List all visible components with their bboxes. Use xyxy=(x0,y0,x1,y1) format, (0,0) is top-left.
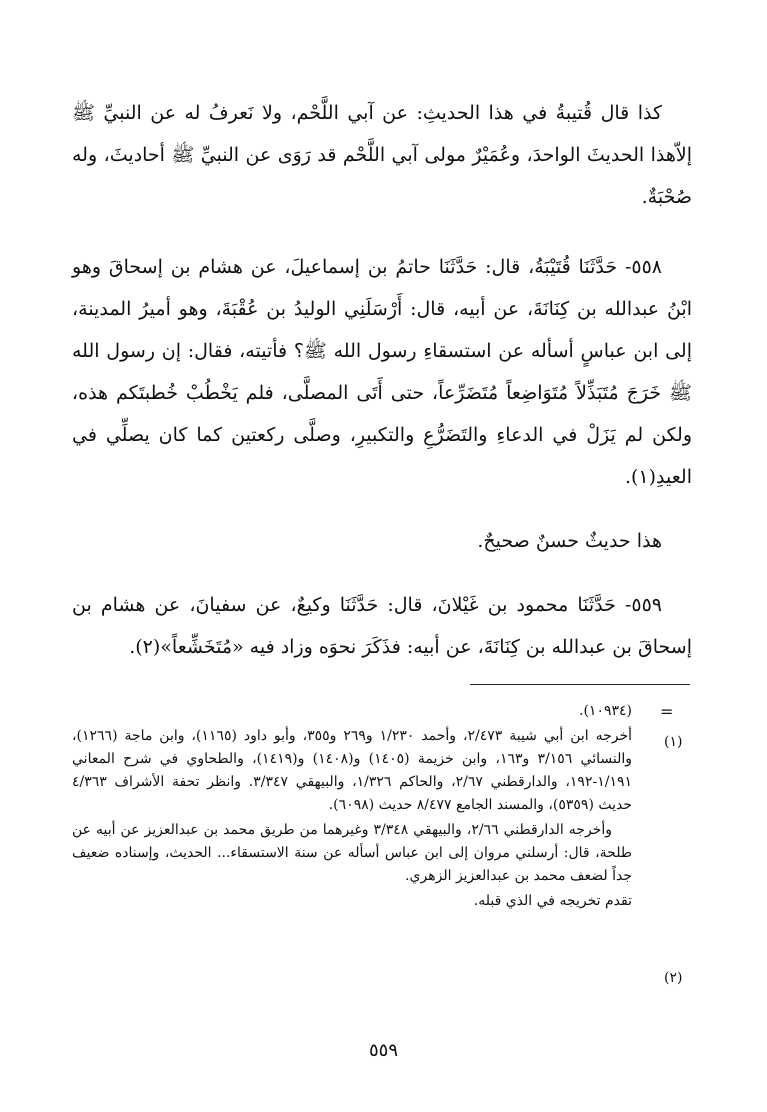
footnotes xyxy=(72,700,683,986)
footnote-divider xyxy=(470,684,690,685)
hadith-559: ٥٥٩- حَدَّثَنَا محمود بن غَيْلانَ، قال: حَدَّثَنَا وكيعٌ، عن سفيانَ، عن هشام بن إسحاقَ بن عبدالله بن كِنَانَةَ، عن أبيه: فذَكَرَ نحوَه وزاد فيه «مُتَخَشِّعاً»(٢). xyxy=(72,594,692,658)
footnote-2: تقدم تخريجه في الذي قبله. xyxy=(473,893,632,909)
page-number: ٥٥٩ xyxy=(368,1040,398,1061)
footnote-1-label: (١) xyxy=(664,734,683,750)
footnote-1: أخرجه ابن أبي شيبة ٢/٤٧٣، وأحمد ١/٢٣٠ و٢٦٩ و٣٥٥، وأبو داود (١١٦٥)، وابن ماجة (١٢٦٦)، والنسائي ٣/١٥٦ و١٦٣، وابن خزيمة (١٤٠٥) و(١٤٠٨) و(١٤١٩)، والطحاوي في شرح المعاني ١/١٩١-١٩٢، والدارقطني ٢/٦٧، والحاكم ١/٣٢٦، والبيهقي ٣/٣٤٧. وانظر تحفة الأشراف ٤/٣٦٣ حديث (٥٣٥٩)، والمسند الجامع ٨/٤٧٧ حديث (٦٠٩٨). xyxy=(72,728,632,813)
main-text xyxy=(72,92,692,668)
grading-note: هذا حديثٌ حسنٌ صحيحٌ. xyxy=(477,530,662,552)
footnote-carry: (١٠٩٣٤). xyxy=(579,703,632,719)
continuation-marker: = xyxy=(660,702,674,721)
footnote-1-continued: وأخرجه الدارقطني ٢/٦٦، والبيهقي ٣/٣٤٨ وغيرهما من طريق محمد بن عبدالعزيز عن أبيه عن طلحة، قال: أرسلني مروان إلى ابن عباس أسأله عن سنة الاستسقاء... الحديث، وإسناده ضعيف جداً لضعف محمد بن عبدالعزيز الزهري. xyxy=(72,822,632,884)
paragraph-1: كذا قال قُتيبةُ في هذا الحديثِ: عن آبي اللَّحْم، ولا نَعرفُ له عن النبيِّ ﷺ إلاّهذا الحديثَ الواحدَ، وعُمَيْرٌ مولى آبي اللَّحْم قد رَوَى عن النبيِّ ﷺ أحاديثَ، وله صُحْبَةٌ. xyxy=(72,102,692,208)
footnote-2-label: (٢) xyxy=(664,970,683,986)
hadith-558: ٥٥٨- حَدَّثَنَا قُتَيْبَةُ، قال: حَدَّثَنَا حاتمُ بن إسماعيلَ، عن هشام بن إسحاقَ وهو ابْنُ عبدالله بن كِنَانَةَ، عن أبيه، قال: أَرْسَلَنِي الوليدُ بن عُقْبَةَ، وهو أميرُ المدينة، إلى ابن عباسٍ أسأله عن استسقاءِ رسول الله ﷺ؟ فأتيته، فقال: إن رسول الله ﷺ خَرَجَ مُتَبَذِّلاً مُتَوَاضِعاً مُتَضَرِّعاً، حتى أَتَى المصلَّى، فلم يَخْطُبْ خُطبتَكم هذه، ولكن لم يَزَلْ في الدعاءِ والتَضَرُّعِ والتكبيرِ، وصلَّى ركعتين كما كان يصلِّي في العيدِ(١). xyxy=(72,256,692,488)
